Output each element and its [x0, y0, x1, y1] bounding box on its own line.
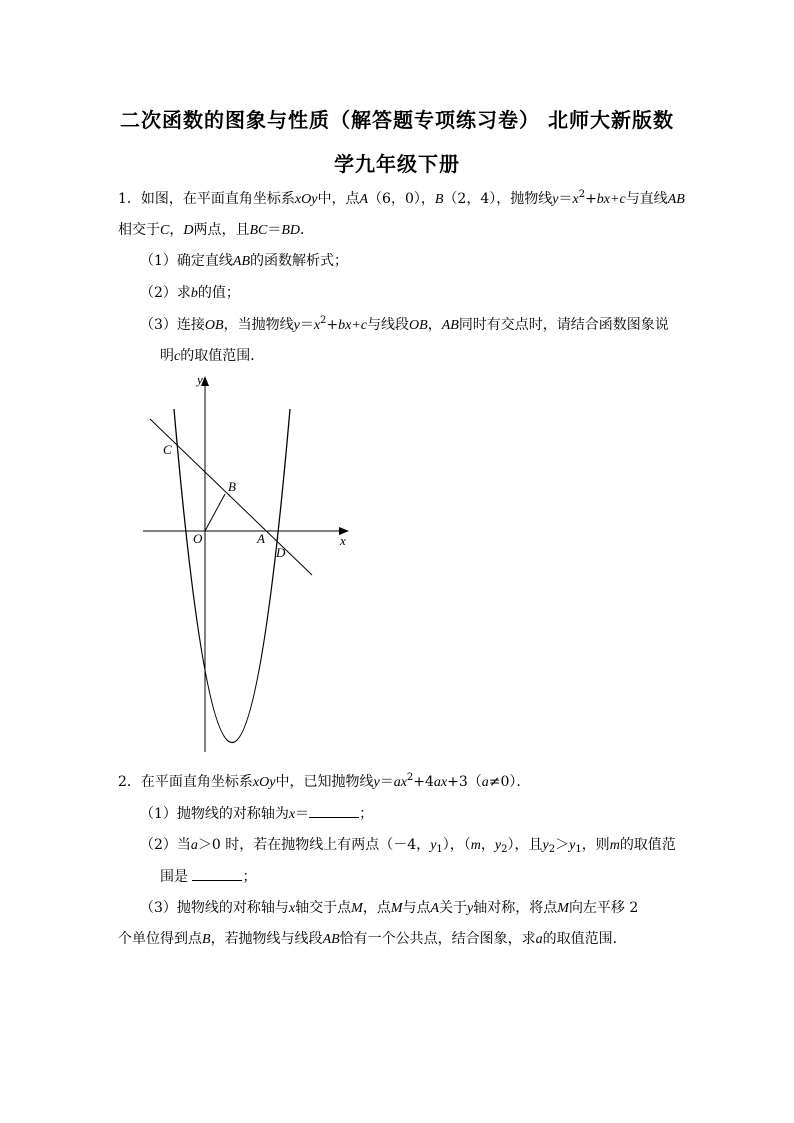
- label-a: A: [257, 531, 265, 546]
- q1-part-1: （1）确定直线AB的函数解析式；: [140, 253, 349, 269]
- q2-line-1: 2．在平面直角坐标系xOy中，已知抛物线$y=ax^2+4ax+3(a\ne 0)$．: [118, 772, 531, 790]
- segment-ob: [205, 494, 225, 531]
- q2-part-2-line-1: （2）当a＞0 时，若在抛物线上有两点（－4，$y_1$），（m，$y_2$），且$y_2>y_1$，则m的取值范: [140, 837, 676, 855]
- label-o: O: [193, 531, 203, 546]
- q1-part-2: （2）求b的值；: [140, 285, 240, 301]
- q1-line-2: 相交于C，D两点，且BC＝BD．: [118, 222, 315, 238]
- label-d: D: [276, 545, 286, 560]
- answer-blank-1[interactable]: [309, 805, 359, 818]
- x-axis-label: x: [340, 533, 346, 548]
- y-axis-label: y: [197, 372, 203, 387]
- parabola-figure: [140, 368, 360, 760]
- label-c: C: [163, 442, 172, 457]
- label-b: B: [228, 479, 236, 494]
- title-line-1: 二次函数的图象与性质（解答题专项练习卷） 北师大新版数: [120, 108, 674, 132]
- q2-part-3-line-1: （3）抛物线的对称轴与x轴交于点M，点M与点A关于y轴对称，将点M向左平移 2: [140, 900, 639, 916]
- line-ab: [150, 419, 312, 575]
- figure-axes: [143, 376, 349, 752]
- q1-part-3-line-1: （3）连接OB，当抛物线$y=x^2+bx+c$与线段OB，AB同时有交点时，请结合函数图象说: [140, 315, 669, 333]
- q2-part-1: （1）抛物线的对称轴为x＝ ；: [140, 806, 374, 822]
- title-line-2: 学九年级下册: [334, 152, 460, 176]
- q2-part-2-line-2: 围是 ；: [160, 869, 257, 885]
- answer-blank-2[interactable]: [192, 868, 242, 881]
- q2-part-3-line-2: 个单位得到点B，若抛物线与线段AB恰有一个公共点，结合图象，求a的取值范围．: [118, 931, 627, 947]
- q1-line-1: 1．如图，在平面直角坐标系xOy中，点A（6，0），B（2，4），抛物线$y=x^2+bx+c$与直线AB: [118, 189, 685, 207]
- q1-part-3-line-2: 明c的取值范围．: [160, 348, 265, 364]
